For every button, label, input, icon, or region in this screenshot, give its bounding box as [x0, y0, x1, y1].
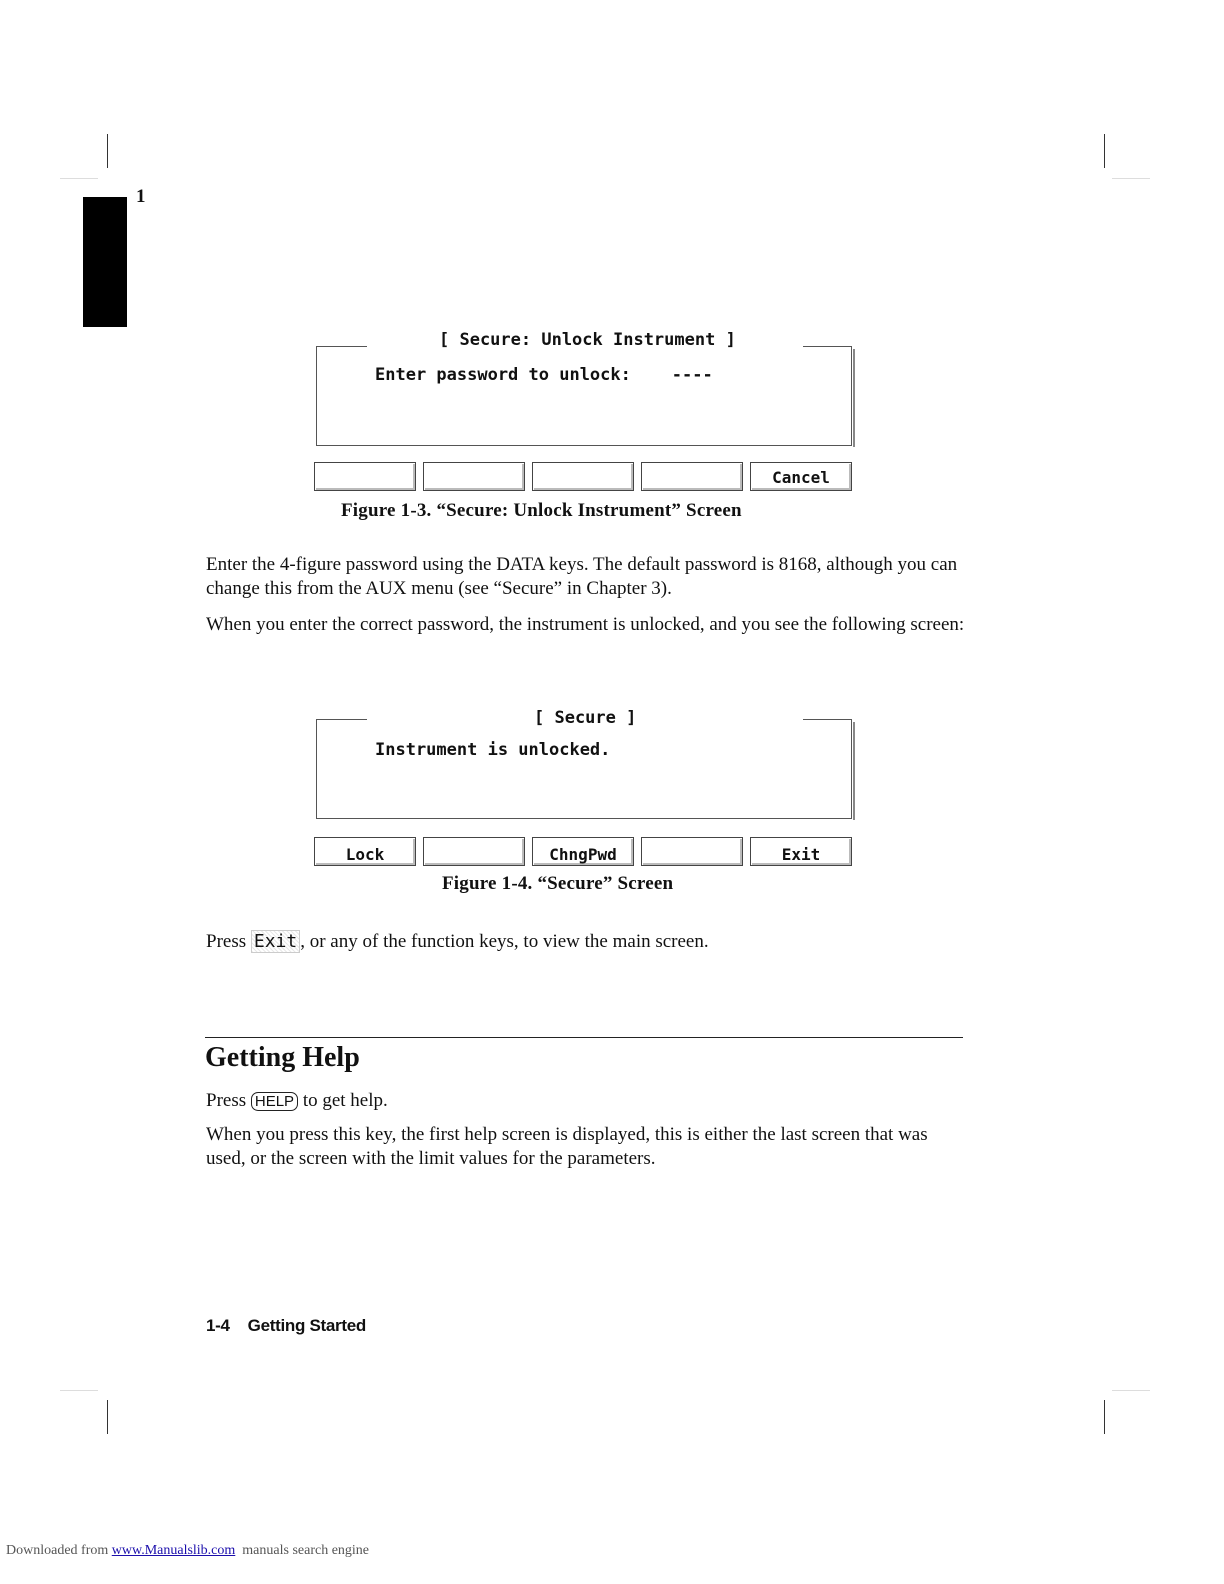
- paragraph-press-exit: [206, 930, 966, 954]
- unlock-screen-title: [ Secure: Unlock Instrument ]: [439, 330, 736, 350]
- figure-1-3-caption: Figure 1-3. “Secure: Unlock Instrument” Screen: [341, 500, 742, 521]
- unlocked-message: Instrument is unlocked.: [375, 740, 611, 760]
- softkey-4[interactable]: [641, 837, 743, 866]
- crop-mark: [1104, 1400, 1105, 1434]
- crop-mark: [107, 134, 108, 168]
- exit-softkey-label: Exit: [251, 930, 300, 953]
- crop-mark: [107, 1400, 108, 1434]
- press-text: Press: [206, 931, 251, 952]
- page-footer: [206, 1316, 384, 1336]
- softkey-4[interactable]: [641, 462, 743, 491]
- crop-mark: [60, 178, 98, 179]
- paragraph-press-help: [206, 1089, 966, 1114]
- crop-mark: [1104, 134, 1105, 168]
- section-heading: Getting Help: [205, 1042, 360, 1073]
- manualslib-link[interactable]: www.Manualslib.com: [111, 1543, 236, 1558]
- chngpwd-softkey[interactable]: ChngPwd: [532, 837, 634, 866]
- section-rule: [205, 1037, 963, 1038]
- figure-1-4-caption: Figure 1-4. “Secure” Screen: [442, 873, 674, 894]
- softkey-2[interactable]: [423, 462, 525, 491]
- download-banner: [6, 1543, 369, 1559]
- paragraph-help-screen: When you press this key, the first help screen is displayed, this is either the last screen that was used, or the screen with the limit values for the parameters.: [206, 1124, 928, 1169]
- unlock-screen-display: [316, 330, 852, 446]
- press-help-rest: to get help.: [298, 1090, 388, 1111]
- chapter-tab: [83, 197, 127, 327]
- softkey-1[interactable]: [314, 462, 416, 491]
- press-exit-rest: , or any of the function keys, to view the main screen.: [300, 931, 709, 952]
- cancel-softkey[interactable]: Cancel: [750, 462, 852, 491]
- download-suffix: manuals search engine: [235, 1543, 370, 1558]
- password-prompt: Enter password to unlock: ----: [375, 365, 713, 385]
- crop-mark: [1112, 1390, 1150, 1391]
- secure-screen-display: [316, 708, 852, 819]
- chapter-number: 1: [136, 186, 146, 207]
- paragraph-password: Enter the 4-figure password using the DATA keys. The default password is 8168, although you can change this from the AUX menu (see “Secure” in Chapter 3).: [206, 554, 958, 599]
- download-prefix: Downloaded from: [6, 1543, 112, 1558]
- softkey-3[interactable]: [532, 462, 634, 491]
- unlock-softkey-row: [314, 462, 856, 491]
- footer-title: Getting Started: [247, 1316, 366, 1335]
- paragraph-unlocked: When you enter the correct password, the instrument is unlocked, and you see the following screen:: [206, 614, 965, 635]
- crop-mark: [1112, 178, 1150, 179]
- exit-softkey[interactable]: Exit: [750, 837, 852, 866]
- secure-softkey-row: [314, 837, 856, 866]
- page-number: 1-4: [206, 1316, 230, 1335]
- lock-softkey[interactable]: Lock: [314, 837, 416, 866]
- crop-mark: [60, 1390, 98, 1391]
- secure-screen-title: [ Secure ]: [534, 708, 637, 728]
- softkey-2[interactable]: [423, 837, 525, 866]
- press-text: Press: [206, 1090, 251, 1111]
- help-key-label: HELP: [251, 1092, 298, 1111]
